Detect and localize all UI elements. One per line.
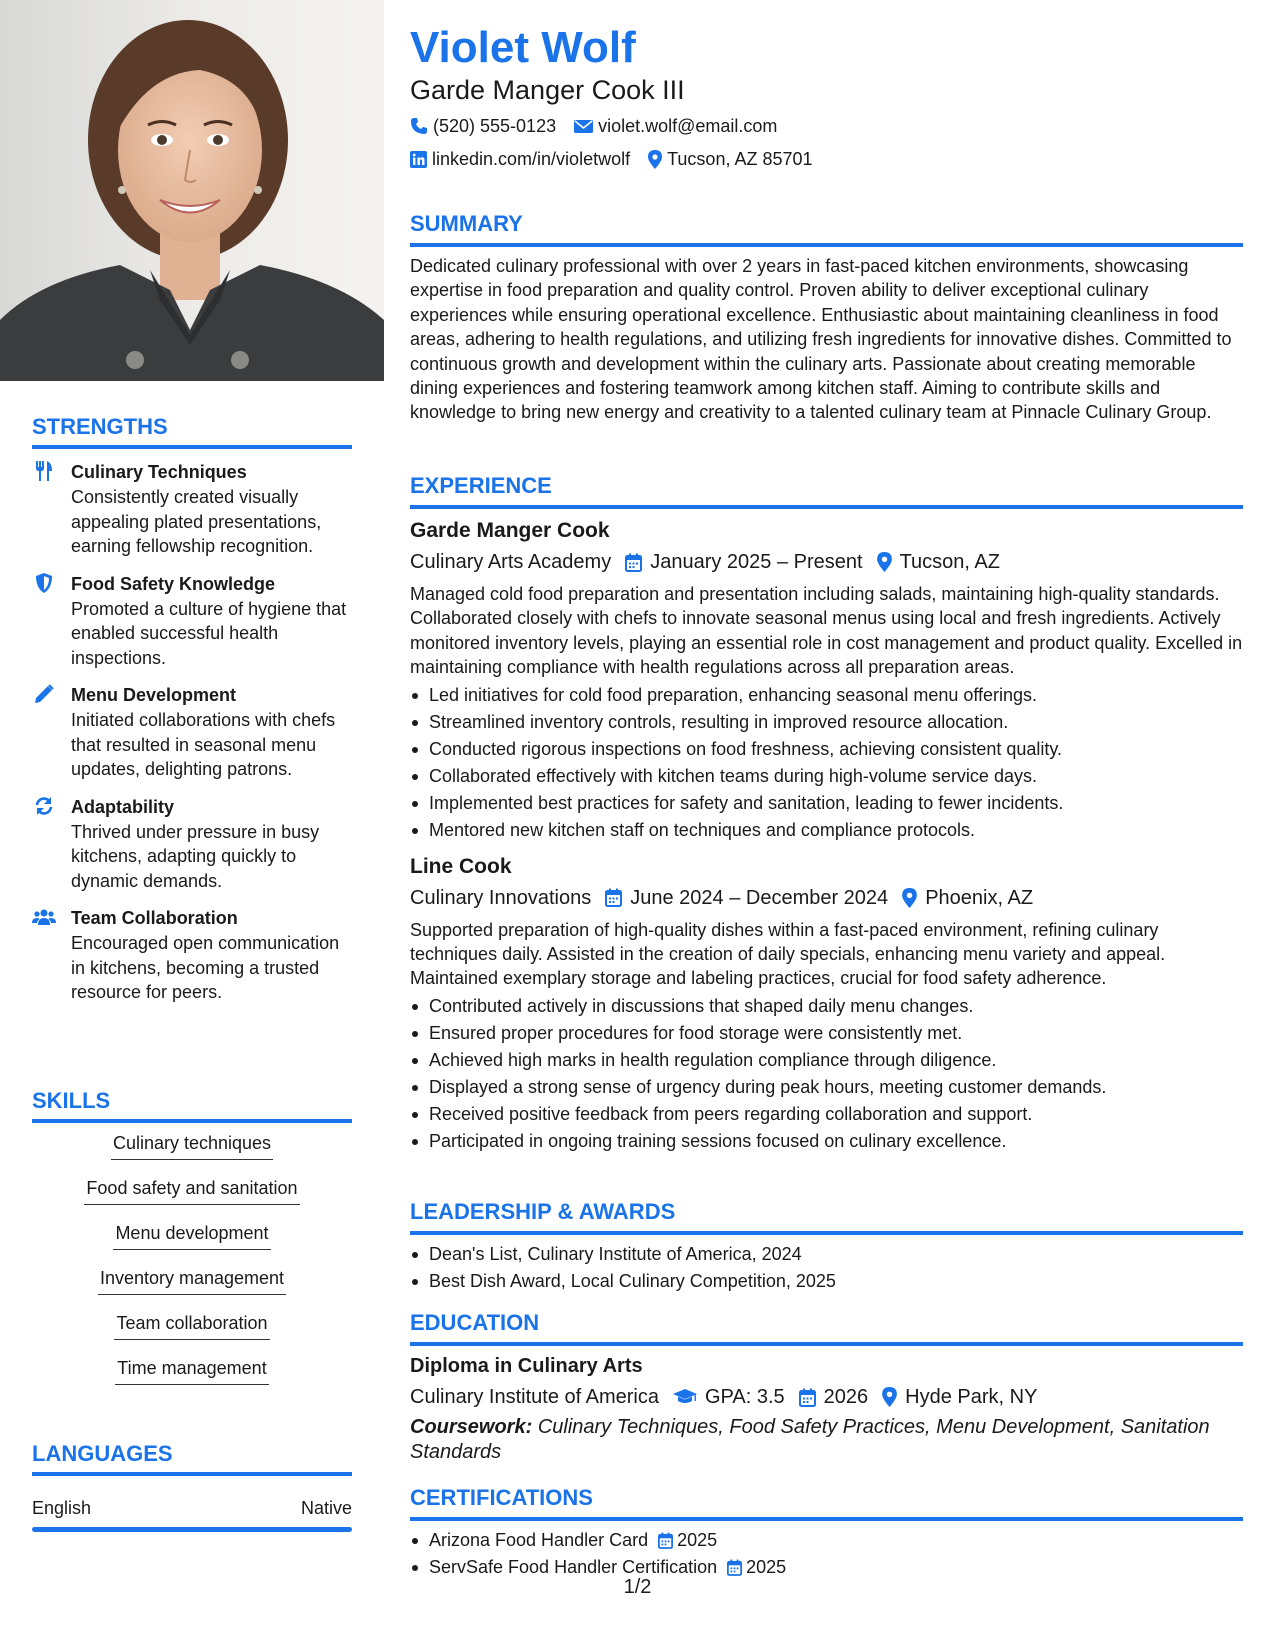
job-location: Tucson, AZ	[899, 551, 1000, 573]
email-text[interactable]: violet.wolf@email.com	[598, 116, 778, 136]
skills-heading: SKILLS	[32, 1088, 352, 1123]
phone-icon	[410, 117, 428, 135]
map-pin-icon	[902, 888, 917, 908]
cert-year: 2025	[677, 1530, 718, 1550]
coursework	[410, 1415, 1243, 1465]
strength-desc: Thrived under pressure in busy kitchens, adapting quickly to dynamic demands.	[71, 821, 320, 891]
strength-item	[32, 795, 352, 894]
skill-tag: Menu development	[113, 1220, 270, 1250]
languages-heading: LANGUAGES	[32, 1441, 352, 1476]
education-heading: EDUCATION	[410, 1309, 1243, 1346]
job-entry	[410, 853, 1243, 1155]
job-description: Managed cold food preparation and presentation including salads, maintaining high-quality standards. Collaborated closely with chefs to innovate seasonal menus using local and fresh ingredients. Actively monitored inventory levels, playing an essential role in cost management and product quality. Excelled in maintaining compliance with health regulations across all preparation areas.	[410, 584, 1243, 678]
awards-list	[410, 1241, 1243, 1295]
calendar-icon	[727, 1559, 742, 1576]
calendar-icon	[625, 553, 642, 572]
job-meta	[410, 883, 1243, 913]
education-section	[410, 1309, 1243, 1465]
job-dates-wrap	[625, 547, 862, 577]
utensils-icon	[32, 460, 56, 482]
bullet-item: Mentored new kitchen staff on techniques and compliance protocols.	[410, 817, 1243, 844]
strength-item	[32, 906, 352, 1005]
language-row	[32, 1496, 352, 1520]
education-meta	[410, 1382, 1243, 1412]
bullet-item: Ensured proper procedures for food storage were consistently met.	[410, 1020, 1243, 1047]
cert-name: ServSafe Food Handler Certification	[429, 1557, 718, 1577]
job-bullets	[410, 682, 1243, 844]
job-description: Supported preparation of high-quality dishes within a fast-paced environment, refining culinary techniques daily. Assisted in the creation of daily specials, enhancing menu variety and appeal. Maintained exemplary storage and labeling practices, crucial for food safety adherence.	[410, 919, 1166, 989]
calendar-icon	[799, 1388, 816, 1407]
awards-section	[410, 1198, 1243, 1295]
bullet-item: Conducted rigorous inspections on food freshness, achieving consistent quality.	[410, 736, 1243, 763]
strength-title: Food Safety Knowledge	[71, 573, 276, 594]
phone-contact	[410, 110, 556, 142]
bullet-item: Collaborated effectively with kitchen teams during high-volume service days.	[410, 763, 1243, 790]
gpa-text: GPA: 3.5	[705, 1386, 785, 1408]
contact-row	[410, 110, 1243, 142]
skill-tag: Culinary techniques	[111, 1130, 273, 1160]
calendar-icon	[658, 1532, 673, 1549]
contact-row	[410, 143, 1243, 175]
candidate-role: Garde Manger Cook III	[410, 75, 685, 105]
certification-item	[410, 1527, 1243, 1554]
edu-location-wrap	[882, 1382, 1037, 1412]
graduation-cap-icon	[673, 1388, 697, 1406]
pencil-icon	[32, 683, 56, 705]
location-text: Tucson, AZ 85701	[667, 149, 813, 169]
bullet-item: Achieved high marks in health regulation compliance through diligence.	[410, 1047, 1243, 1074]
profile-photo	[0, 0, 384, 381]
certifications-heading: CERTIFICATIONS	[410, 1484, 1243, 1521]
job-dates-wrap	[605, 883, 888, 913]
skill-tag: Food safety and sanitation	[84, 1175, 299, 1205]
users-icon	[32, 906, 56, 928]
skills-list	[32, 1130, 352, 1400]
bullet-item: Led initiatives for cold food preparation, enhancing seasonal menu offerings.	[410, 682, 1243, 709]
experience-section	[410, 472, 1243, 1155]
bullet-item: Received positive feedback from peers regarding collaboration and support.	[410, 1101, 1243, 1128]
strength-title: Team Collaboration	[71, 908, 238, 928]
job-location-wrap	[877, 547, 1000, 577]
job-entry	[410, 517, 1243, 844]
linkedin-icon	[410, 151, 427, 168]
summary-text: Dedicated culinary professional with over 2 years in fast-paced kitchen environments, showcasing expertise in food preparation and quality control. Proven ability to deliver exceptional culinary experiences while ensuring operational excellence. Enthusiastic about maintaining cleanliness in food areas, adhering to health regulations, and utilizing fresh ingredients for innovative dishes. Committed to continuous growth and development within the culinary arts. Passionate about creating memorable dining experiences and fostering teamwork among kitchen staff. Aiming to contribute skills and knowledge to bring new energy and creativity to a talented culinary team at Pinnacle Culinary Group.	[410, 256, 1232, 423]
job-company: Culinary Arts Academy	[410, 551, 612, 573]
map-pin-icon	[882, 1387, 897, 1407]
experience-heading: EXPERIENCE	[410, 472, 1243, 509]
bullet-item: Streamlined inventory controls, resulting in improved resource allocation.	[410, 709, 1243, 736]
bullet-item: Displayed a strong sense of urgency during peak hours, meeting customer demands.	[410, 1074, 1243, 1101]
skill-tag: Time management	[115, 1355, 268, 1385]
sidebar	[0, 0, 384, 1650]
strength-desc: Promoted a culture of hygiene that enabled successful health inspections.	[71, 598, 347, 668]
award-item: Best Dish Award, Local Culinary Competition, 2025	[410, 1268, 1243, 1295]
edu-location: Hyde Park, NY	[905, 1386, 1038, 1408]
calendar-icon	[605, 888, 622, 907]
bullet-item: Implemented best practices for safety and sanitation, leading to fewer incidents.	[410, 790, 1243, 817]
sync-icon	[32, 795, 56, 817]
strength-title: Culinary Techniques	[71, 462, 247, 482]
language-name: English	[32, 1498, 92, 1518]
degree-title: Diploma in Culinary Arts	[410, 1355, 643, 1377]
job-location: Phoenix, AZ	[925, 886, 1034, 909]
cert-year: 2025	[746, 1557, 787, 1577]
job-dates: January 2025 – Present	[650, 551, 863, 573]
page-number: 1/2	[623, 1576, 652, 1598]
strength-desc: Encouraged open communication in kitchens, becoming a trusted resource for peers.	[71, 933, 340, 1002]
skill-tag: Inventory management	[98, 1265, 286, 1295]
awards-heading: LEADERSHIP & AWARDS	[410, 1198, 1243, 1235]
job-bullets	[410, 993, 1243, 1155]
coursework-text: Culinary Techniques, Food Safety Practices, Menu Development, Sanitation Standards	[410, 1416, 1210, 1463]
phone-text: (520) 555-0123	[433, 116, 557, 136]
map-pin-icon	[648, 150, 662, 169]
coursework-label: Coursework:	[410, 1416, 533, 1438]
email-contact[interactable]	[574, 110, 777, 142]
language-level: Native	[300, 1498, 352, 1518]
resume-header	[410, 20, 1243, 175]
bullet-item: Contributed actively in discussions that shaped daily menu changes.	[410, 993, 1243, 1020]
strength-item	[32, 683, 352, 782]
language-proficiency-bar	[32, 1527, 352, 1532]
strengths-heading: STRENGTHS	[32, 414, 352, 449]
cert-name: Arizona Food Handler Card	[429, 1530, 649, 1550]
strength-desc: Consistently created visually appealing plated presentations, earning fellowship recognition.	[71, 487, 322, 556]
edu-year: 2026	[823, 1386, 869, 1408]
linkedin-contact[interactable]	[410, 143, 630, 175]
job-location-wrap	[902, 883, 1033, 913]
languages-list	[32, 1496, 352, 1532]
award-item: Dean's List, Culinary Institute of America, 2024	[410, 1241, 1243, 1268]
school-name: Culinary Institute of America	[410, 1386, 659, 1408]
job-company: Culinary Innovations	[410, 886, 592, 909]
location-contact	[648, 143, 812, 175]
bullet-item: Participated in ongoing training sessions focused on culinary excellence.	[410, 1128, 1243, 1155]
summary-section	[410, 210, 1243, 425]
strength-title: Menu Development	[71, 685, 237, 705]
certifications-section	[410, 1484, 1243, 1581]
strength-title: Adaptability	[71, 796, 175, 817]
job-title: Garde Manger Cook	[410, 519, 610, 542]
job-meta	[410, 547, 1243, 577]
envelope-icon	[574, 119, 593, 134]
gpa-wrap	[673, 1382, 785, 1412]
strength-item	[32, 572, 352, 671]
skill-tag: Team collaboration	[114, 1310, 269, 1340]
linkedin-text[interactable]: linkedin.com/in/violetwolf	[432, 149, 631, 169]
shield-icon	[32, 572, 56, 594]
map-pin-icon	[877, 552, 892, 572]
strength-item	[32, 460, 352, 559]
summary-heading: SUMMARY	[410, 210, 1243, 247]
candidate-name: Violet Wolf	[410, 23, 636, 72]
strengths-list	[32, 460, 352, 1018]
job-title: Line Cook	[410, 854, 512, 878]
strength-desc: Initiated collaborations with chefs that resulted in seasonal menu updates, delighting patrons.	[71, 710, 336, 779]
edu-year-wrap	[799, 1382, 869, 1412]
job-dates: June 2024 – December 2024	[630, 886, 889, 909]
certifications-list	[410, 1527, 1243, 1581]
